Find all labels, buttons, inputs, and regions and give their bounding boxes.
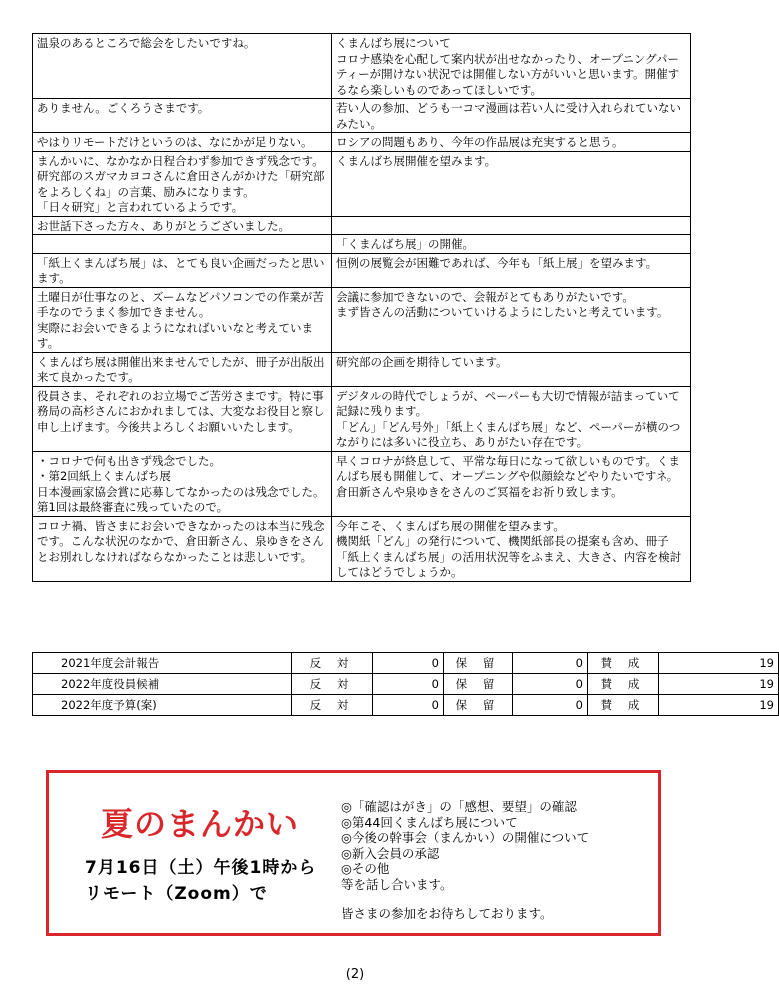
comment-cell-left xyxy=(33,133,332,152)
approve-count: 19 xyxy=(659,695,779,716)
comment-cell-left xyxy=(33,352,332,386)
summer-meeting-announcement xyxy=(46,770,661,936)
comment-cell-right xyxy=(332,133,691,152)
comment-text: ロシアの問題もあり、今年の作品展は充実すると思う。 xyxy=(336,135,624,149)
abstain-label: 保 留 xyxy=(444,653,513,674)
comment-cell-right xyxy=(332,216,691,235)
comment-cell-right xyxy=(332,287,691,352)
comment-text: 若い人の参加、どうも一コマ漫画は若い人に受け入れられていないみたい。 xyxy=(336,101,681,131)
comment-row xyxy=(33,216,691,235)
comment-cell-left xyxy=(33,287,332,352)
comment-cell-right xyxy=(332,99,691,133)
comment-row xyxy=(33,34,691,99)
comment-cell-left xyxy=(33,386,332,451)
announcement-date: 7月16日（土）午後1時から xyxy=(85,858,317,878)
announcement-closing: 皆さまの参加をお待ちしております。 xyxy=(341,906,553,921)
vote-item: 2022年度役員候補 xyxy=(33,674,292,695)
comment-text: デジタルの時代でしょうが、ペーパーも大切で情報が詰まっていて記録に残ります。 xyxy=(336,388,680,418)
comment-text: くまんばち展は開催出来ませんでしたが、冊子が出版出来て良かったです。 xyxy=(37,354,325,384)
agenda-item: ◎その他 xyxy=(341,861,390,876)
comment-text: 「紙上くまんばち展」は、とても良い企画だったと思います。 xyxy=(37,255,325,285)
comment-text: 日本漫画家協会賞に応募してなかったのは残念でした。第1回は最終審査に残っていたので。 xyxy=(37,484,325,514)
abstain-count: 0 xyxy=(513,695,588,716)
vote-item: 2021年度会計報告 xyxy=(33,653,292,674)
comment-cell-right xyxy=(332,253,691,287)
abstain-label: 保 留 xyxy=(444,695,513,716)
comment-text: 「くまんばち展」の開催。 xyxy=(336,237,474,251)
comment-row xyxy=(33,151,691,216)
comment-text: 早くコロナが終息して、平常な毎日になって欲しいものです。くまんばち展も開催して、オープニングや似顔絵などやりたいですネ。 xyxy=(336,453,680,483)
comment-text: 機関紙「どん」の発行について、機関紙部長の提案も含め、冊子「紙上くまんばち展」の活用状況等をふまえ、大きさ、内容を検討してはどうでしょうか。 xyxy=(336,534,682,579)
vote-row xyxy=(33,674,779,695)
comment-text: 恒例の展覧会が困難であれば、今年も「紙上展」を望みます。 xyxy=(336,255,658,270)
comment-row xyxy=(33,133,691,152)
comment-cell-left xyxy=(33,516,332,581)
oppose-count: 0 xyxy=(373,674,444,695)
abstain-label: 保 留 xyxy=(444,674,513,695)
oppose-label: 反 対 xyxy=(292,695,373,716)
comment-cell-right xyxy=(332,235,691,254)
comment-text: まんかいに、なかなか日程合わず参加できず残念です。 xyxy=(37,153,324,168)
comment-row xyxy=(33,253,691,287)
page-number: (2) xyxy=(345,967,365,982)
vote-row xyxy=(33,653,779,674)
vote-item: 2022年度予算(案) xyxy=(33,695,292,716)
agenda-item: ◎第44回くまんばち展について xyxy=(341,814,518,830)
agenda-item: 等を話し合います。 xyxy=(341,876,453,892)
agenda-list xyxy=(341,799,651,892)
comment-row xyxy=(33,235,691,254)
comment-cell-left xyxy=(33,151,332,216)
announcement-agenda xyxy=(341,799,651,922)
agenda-item: ◎新入会員の承認 xyxy=(341,845,440,861)
comment-text: まず皆さんの活動についていけるようにしたいと考えています。 xyxy=(336,305,669,319)
comment-text: ・第2回紙上くまんばち展 xyxy=(37,469,171,483)
comment-cell-right xyxy=(332,352,691,386)
comment-text: 実際にお会いできるようになればいいなと考えています。 xyxy=(37,320,313,350)
comment-text: くまんばち展開催を望みます。 xyxy=(336,153,497,168)
vote-row xyxy=(33,695,779,716)
comment-cell-left xyxy=(33,34,332,99)
comment-cell-left xyxy=(33,216,332,235)
comment-text: 「どん」「どん号外」「紙上くまんばち展」など、ペーパーが横のつながりには多いに役立ち、ありがたい存在です。 xyxy=(336,419,681,449)
comment-text: コロナ感染を心配して案内状が出せなかったり、オープニングパーティーが開けない状況では開催しない方がいいと思います。開催するなら楽しいものであってほしいです。 xyxy=(336,51,680,97)
comment-text: お世話下さった方々、ありがとうございました。 xyxy=(37,218,290,233)
comment-text: コロナ禍、皆さまにお会いできなかったのは本当に残念です。こんな状況のなかで、倉田新さん、泉ゆきをさんとお別れしなければならなかったことは悲しいです。 xyxy=(37,518,325,564)
comment-text: 役員さま、それぞれのお立場でご苦労さまです。特に事務局の高杉さんにおかれましては、大変なお役目と察し申し上げます。今後共よろしくお願いいたします。 xyxy=(37,388,325,434)
announcement-schedule xyxy=(85,855,316,907)
comment-cell-right xyxy=(332,34,691,99)
oppose-label: 反 対 xyxy=(292,653,373,674)
comment-cell-right xyxy=(332,151,691,216)
comment-cell-left xyxy=(33,235,332,254)
comment-cell-left xyxy=(33,253,332,287)
comment-cell-left xyxy=(33,451,332,516)
comment-row xyxy=(33,287,691,352)
approve-count: 19 xyxy=(659,653,779,674)
vote-results-table xyxy=(32,652,779,716)
comments-table xyxy=(32,33,691,582)
approve-label: 賛 成 xyxy=(588,695,659,716)
comment-text: 研究部のスガマカヨコさんに倉田さんがかけた「研究部をよろしくね」の言葉、励みになります。 xyxy=(37,169,325,199)
approve-count: 19 xyxy=(659,674,779,695)
comment-text: やはりリモートだけというのは、なにかが足りない。 xyxy=(37,135,313,149)
comment-text: ・コロナで何も出きず残念でした。 xyxy=(37,453,221,468)
comment-text: ありません。ごくろうさまです。 xyxy=(37,101,210,115)
comment-row xyxy=(33,99,691,133)
comment-text: くまんばち展について xyxy=(336,36,451,50)
comment-text: 「日々研究」と言われているようです。 xyxy=(37,200,244,214)
announcement-title: 夏のまんかい xyxy=(101,805,300,843)
agenda-item: ◎今後の幹事会（まんかい）の開催について xyxy=(341,830,590,845)
oppose-count: 0 xyxy=(373,695,444,716)
comment-cell-right xyxy=(332,386,691,451)
approve-label: 賛 成 xyxy=(588,674,659,695)
comment-text: 会議に参加できないので、会報がとてもありがたいです。 xyxy=(336,289,634,304)
comment-cell-left xyxy=(33,99,332,133)
comment-text: 土曜日が仕事なのと、ズームなどパソコンでの作業が苦手なのでうまく参加できません。 xyxy=(37,289,324,319)
abstain-count: 0 xyxy=(513,674,588,695)
oppose-label: 反 対 xyxy=(292,674,373,695)
comment-row xyxy=(33,352,691,386)
abstain-count: 0 xyxy=(513,653,588,674)
agenda-item: ◎「確認はがき」の「感想、要望」の確認 xyxy=(341,799,577,814)
comment-text: 倉田新さんや泉ゆきをさんのご冥福をお祈り致します。 xyxy=(336,484,623,499)
oppose-count: 0 xyxy=(373,653,444,674)
comment-row xyxy=(33,516,691,581)
comment-row xyxy=(33,451,691,516)
comment-text: 温泉のあるところで総会をしたいですね。 xyxy=(37,36,256,50)
approve-label: 賛 成 xyxy=(588,653,659,674)
announcement-method: リモート（Zoom）で xyxy=(85,884,268,904)
comment-cell-right xyxy=(332,516,691,581)
comment-text: 研究部の企画を期待しています。 xyxy=(336,354,508,369)
comment-text: 今年こそ、くまんばち展の開催を望みます。 xyxy=(336,518,565,533)
comment-row xyxy=(33,386,691,451)
comment-cell-right xyxy=(332,451,691,516)
